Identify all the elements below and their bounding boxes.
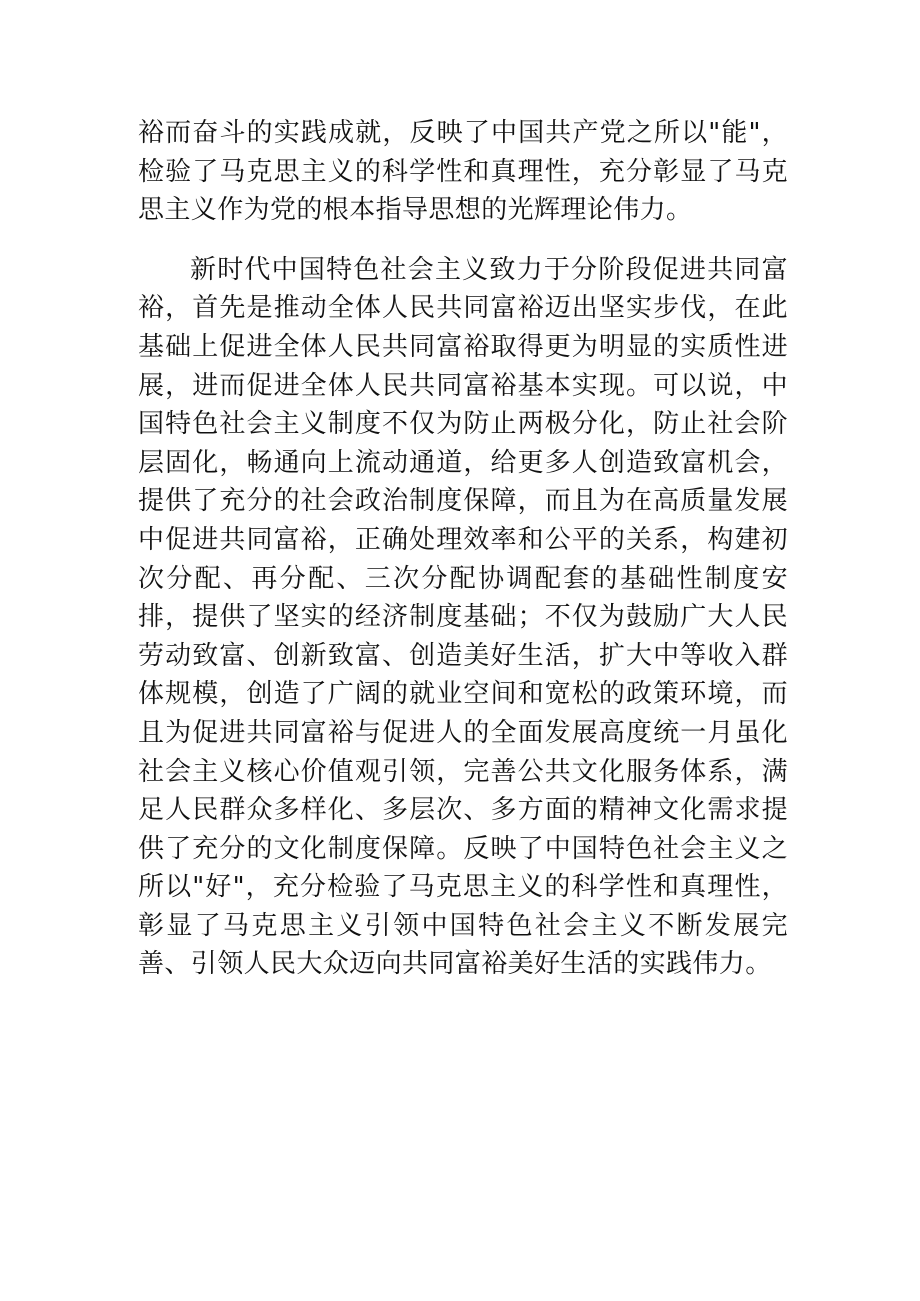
document-body [138,114,788,984]
paragraph-1: 裕而奋斗的实践成就，反映了中国共产党之所以"能"，检验了马克思主义的科学性和真理性，充分彰显了马克思主义作为党的根本指导思想的光辉理论伟力。 [138,118,788,226]
paragraph-2: 新时代中国特色社会主义致力于分阶段促进共同富裕，首先是推动全体人民共同富裕迈出坚实步伐，在此基础上促进全体人民共同富裕取得更为明显的实质性进展，进而促进全体人民共同富裕基本实现。可以说，中国特色社会主义制度不仅为防止两极分化，防止社会阶层固化，畅通向上流动通道，给更多人创造致富机会，提供了充分的社会政治制度保障，而且为在高质量发展中促进共同富裕，正确处理效率和公平的关系，构建初次分配、再分配、三次分配协调配套的基础性制度安排，提供了坚实的经济制度基础；不仅为鼓励广大人民劳动致富、创新致富、创造美好生活，扩大中等收入群体规模，创造了广阔的就业空间和宽松的政策环境，而且为促进共同富裕与促进人的全面发展高度统一月虽化社会主义核心价值观引领，完善公共文化服务体系，满足人民群众多样化、多层次、多方面的精神文化需求提供了充分的文化制度保障。反映了中国特色社会主义之所以"好"，充分检验了马克思主义的科学性和真理性，彰显了马克思主义引领中国特色社会主义不断发展完善、引领人民大众迈向共同富裕美好生活的实践伟力。 [138,254,788,980]
